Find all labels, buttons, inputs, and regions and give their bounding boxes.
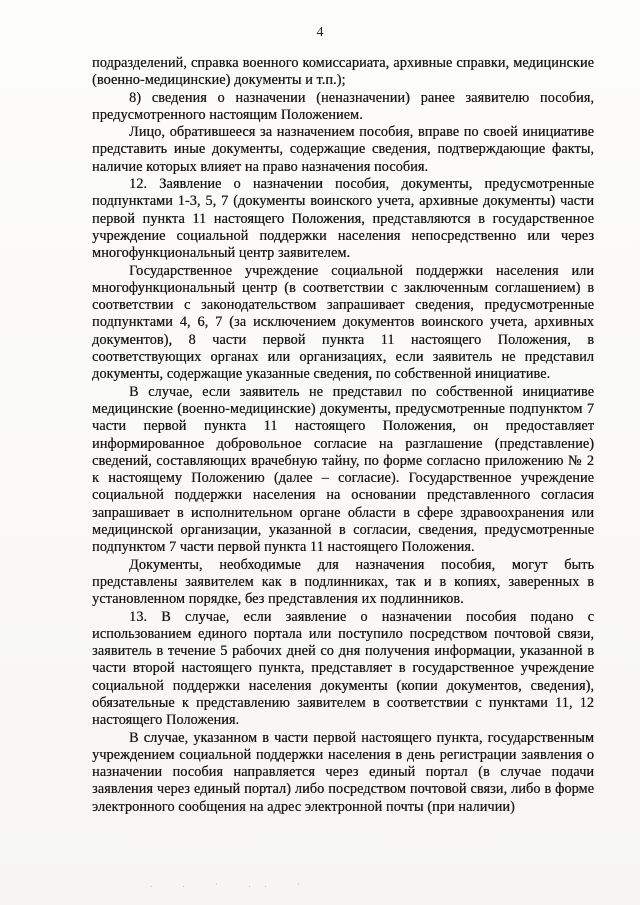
document-body [92,55,594,816]
paragraph: 12. Заявление о назначении пособия, документы, предусмотренные подпунктами 1-3, 5, 7 (документы воинского учета, архивные документы) части первой пункта 11 настоящего Положения, представляются в государственное учреждение социальной поддержки населения непосредственно или через многофункциональный центр заявителем. [92,176,594,262]
paragraph: подразделений, справка военного комиссариата, архивные справки, медицинские (военно-медицинские) документы и т.п.); [92,55,594,89]
paragraph: Документы, необходимые для назначения пособия, могут быть представлены заявителем как в подлинниках, так и в копиях, заверенных в установленном порядке, без представления их подлинников. [92,556,594,608]
paragraph: Государственное учреждение социальной поддержки населения или многофункциональный центр (в соответствии с заключенным соглашением) в соответствии с законодательством запрашивает сведения, предусмотренные подпунктами 4, 6, 7 (за исключением документов воинского учета, архивных документов), 8 части первой пункта 11 настоящего Положения, в соответствующих органах или организациях, если заявитель не представил документы, содержащие указанные сведения, по собственной инициативе. [92,262,594,383]
paragraph: В случае, если заявитель не представил по собственной инициативе медицинские (военно-медицинские) документы, предусмотренные подпунктом 7 части первой пункта 11 настоящего Положения, он предоставляет информированное добровольное согласие на разглашение (представление) сведений, составляющих врачебную тайну, по форме согласно приложению № 2 к настоящему Положению (далее – согласие). Государственное учреждение социальной поддержки населения на основании представленного согласия запрашивает в исполнительном органе области в сфере здравоохранения или медицинской организации, указанной в согласии, сведения, предусмотренные подпунктом 7 части первой пункта 11 настоящего Положения. [92,383,594,556]
scan-artifact: . . · .. · [150,879,314,889]
paragraph: Лицо, обратившееся за назначением пособия, вправе по своей инициативе представить иные документы, содержащие сведения, подтверждающие факты, наличие которых влияет на право назначения пособия. [92,124,594,175]
page-number: 4 [316,25,324,40]
paragraph: 13. В случае, если заявление о назначении пособия подано с использованием единого портала или поступило посредством почтовой связи, заявитель в течение 5 рабочих дней со дня получения информации, указанной в части второй настоящего пункта, представляет в государственное учреждение социальной поддержки населения документы (копии документов, сведения), обязательные к представлению заявителем в соответствии с пунктами 11, 12 настоящего Положения. [92,608,594,729]
paragraph: 8) сведения о назначении (неназначении) ранее заявителю пособия, предусмотренного настоящим Положением. [92,89,594,123]
paragraph: В случае, указанном в части первой настоящего пункта, государственным учреждением социальной поддержки населения в день регистрации заявления о назначении пособия направляется через единый портал (в случае подачи заявления через единый портал) либо посредством почтовой связи, либо в форме электронного сообщения на адрес электронной почты (при наличии) [92,729,594,815]
